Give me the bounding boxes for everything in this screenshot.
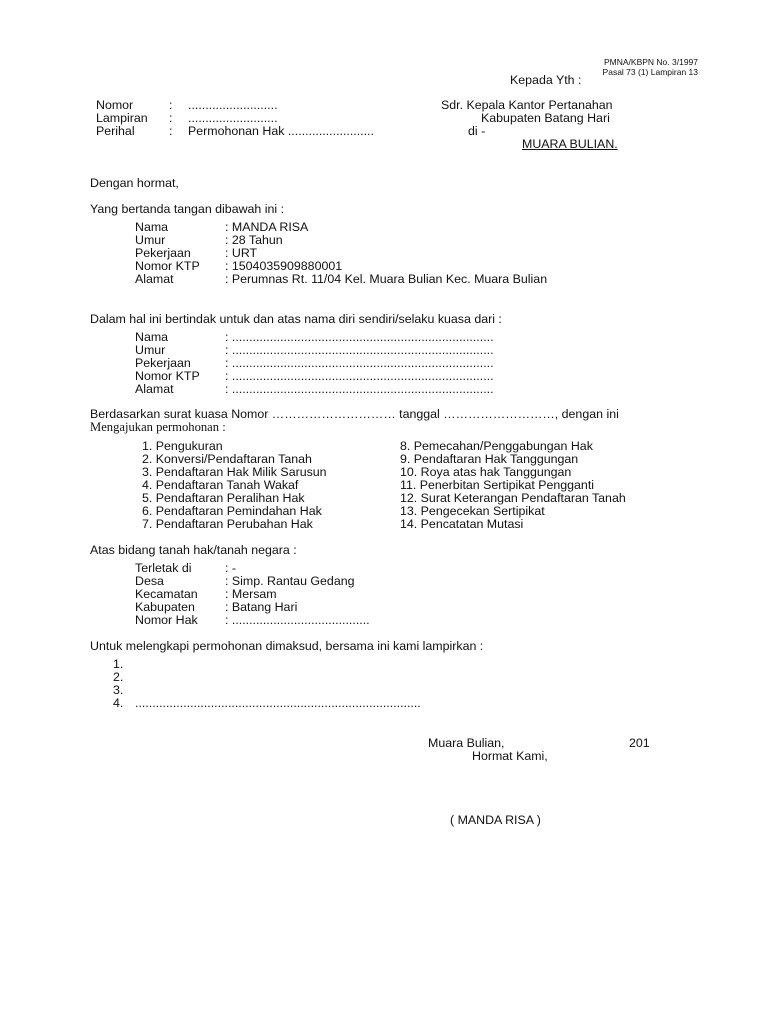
proxy-label: Pekerjaan bbox=[135, 356, 191, 370]
applicant-value: : MANDA RISA bbox=[225, 220, 309, 234]
request-item: 10. Roya atas hak Tanggungan bbox=[400, 465, 572, 479]
land-label: Kecamatan bbox=[135, 587, 198, 601]
request-item: 11. Penerbitan Sertipikat Pengganti bbox=[400, 478, 595, 492]
header-field-value: .......................... bbox=[188, 111, 278, 125]
header-field-colon: : bbox=[169, 124, 173, 138]
land-intro-text: Atas bidang tanah hak/tanah negara : bbox=[90, 543, 297, 557]
proxy-label: Umur bbox=[135, 343, 166, 357]
land-value: : - bbox=[225, 561, 237, 575]
header-field-colon: : bbox=[169, 111, 173, 125]
request-item: 9. Pendaftaran Hak Tanggungan bbox=[400, 452, 579, 466]
attachment-number: 2. bbox=[113, 670, 124, 684]
request-item: 8. Pemecahan/Penggabungan Hak bbox=[400, 439, 593, 453]
proxy-label: Nomor KTP bbox=[135, 369, 200, 383]
request-item: 13. Pengecekan Sertipikat bbox=[400, 504, 545, 518]
applicant-label: Nama bbox=[135, 220, 169, 234]
applicant-label: Umur bbox=[135, 233, 166, 247]
land-label: Desa bbox=[135, 574, 164, 588]
header-field-label: Lampiran bbox=[96, 111, 148, 125]
applicant-label: Pekerjaan bbox=[135, 246, 191, 260]
request-item: 5. Pendaftaran Peralihan Hak bbox=[142, 491, 305, 505]
applicant-value: : URT bbox=[225, 246, 258, 260]
addressee-line-3: di - bbox=[468, 124, 486, 138]
proxy-value: : ............................................................................ bbox=[225, 343, 494, 357]
header-field-label: Perihal bbox=[96, 124, 135, 138]
proxy-label: Nama bbox=[135, 330, 169, 344]
addressee-line-2: Kabupaten Batang Hari bbox=[481, 111, 610, 125]
request-item: 3. Pendaftaran Hak Milik Sarusun bbox=[142, 465, 327, 479]
applicant-value: : Perumnas Rt. 11/04 Kel. Muara Bulian Kec. Muara Bulian bbox=[225, 272, 548, 286]
reference-line-1: PMNA/KBPN No. 3/1997 bbox=[603, 57, 698, 67]
land-value: : Mersam bbox=[225, 587, 277, 601]
signature-closing: Hormat Kami, bbox=[472, 749, 548, 763]
proxy-value: : ............................................................................ bbox=[225, 356, 494, 370]
proxy-label: Alamat bbox=[135, 382, 174, 396]
land-value: : Batang Hari bbox=[225, 600, 298, 614]
attachment-number: 3. bbox=[113, 683, 124, 697]
greeting: Dengan hormat, bbox=[90, 176, 179, 190]
request-item: 6. Pendaftaran Pemindahan Hak bbox=[142, 504, 322, 518]
proxy-value: : ............................................................................ bbox=[225, 382, 494, 396]
attachments-intro-text: Untuk melengkapi permohonan dimaksud, bersama ini kami lampirkan : bbox=[90, 639, 484, 653]
header-field-value: .......................... bbox=[188, 98, 278, 112]
land-label: Kabupaten bbox=[135, 600, 195, 614]
land-label: Nomor Hak bbox=[135, 613, 198, 627]
proxy-value: : ............................................................................ bbox=[225, 369, 494, 383]
applicant-value: : 1504035909880001 bbox=[225, 259, 343, 273]
applicant-value: : 28 Tahun bbox=[225, 233, 283, 247]
land-value: : Simp. Rantau Gedang bbox=[225, 574, 355, 588]
proxy-intro-text: Dalam hal ini bertindak untuk dan atas nama diri sendiri/selaku kuasa dari : bbox=[90, 312, 502, 326]
attachment-number: 1. bbox=[113, 657, 124, 671]
applicant-label: Alamat bbox=[135, 272, 174, 286]
addressee-line-1: Sdr. Kepala Kantor Pertanahan bbox=[441, 98, 613, 112]
signature-place: Muara Bulian, bbox=[428, 736, 505, 750]
request-item: 12. Surat Keterangan Pendaftaran Tanah bbox=[400, 491, 626, 505]
request-item: 4. Pendaftaran Tanah Wakaf bbox=[142, 478, 299, 492]
signature-name: ( MANDA RISA ) bbox=[450, 813, 541, 827]
basis-line-1: Berdasarkan surat kuasa Nomor ………………………… tanggal ………………………, dengan ini bbox=[90, 407, 619, 421]
basis-line-2: Mengajukan permohonan : bbox=[90, 420, 226, 434]
addressee-city: MUARA BULIAN. bbox=[522, 137, 618, 151]
attachment-number: 4. bbox=[113, 696, 124, 710]
proxy-value: : ............................................................................ bbox=[225, 330, 494, 344]
intro-text: Yang bertanda tangan dibawah ini : bbox=[90, 202, 285, 216]
request-item: 2. Konversi/Pendaftaran Tanah bbox=[142, 452, 312, 466]
signature-year: 201 bbox=[629, 736, 650, 750]
land-value: : ........................................ bbox=[225, 613, 370, 627]
land-label: Terletak di bbox=[135, 561, 192, 575]
reference-line-2: Pasal 73 (1) Lampiran 13 bbox=[602, 67, 698, 77]
header-field-label: Nomor bbox=[96, 98, 134, 112]
applicant-label: Nomor KTP bbox=[135, 259, 200, 273]
request-item: 14. Pencatatan Mutasi bbox=[400, 517, 524, 531]
addressee-kepada: Kepada Yth : bbox=[510, 73, 582, 87]
attachment-text: ................................................................................... bbox=[135, 696, 421, 710]
header-field-value: Permohonan Hak ......................... bbox=[188, 124, 374, 138]
header-field-colon: : bbox=[169, 98, 173, 112]
request-item: 7. Pendaftaran Perubahan Hak bbox=[142, 517, 313, 531]
request-item: 1. Pengukuran bbox=[142, 439, 223, 453]
